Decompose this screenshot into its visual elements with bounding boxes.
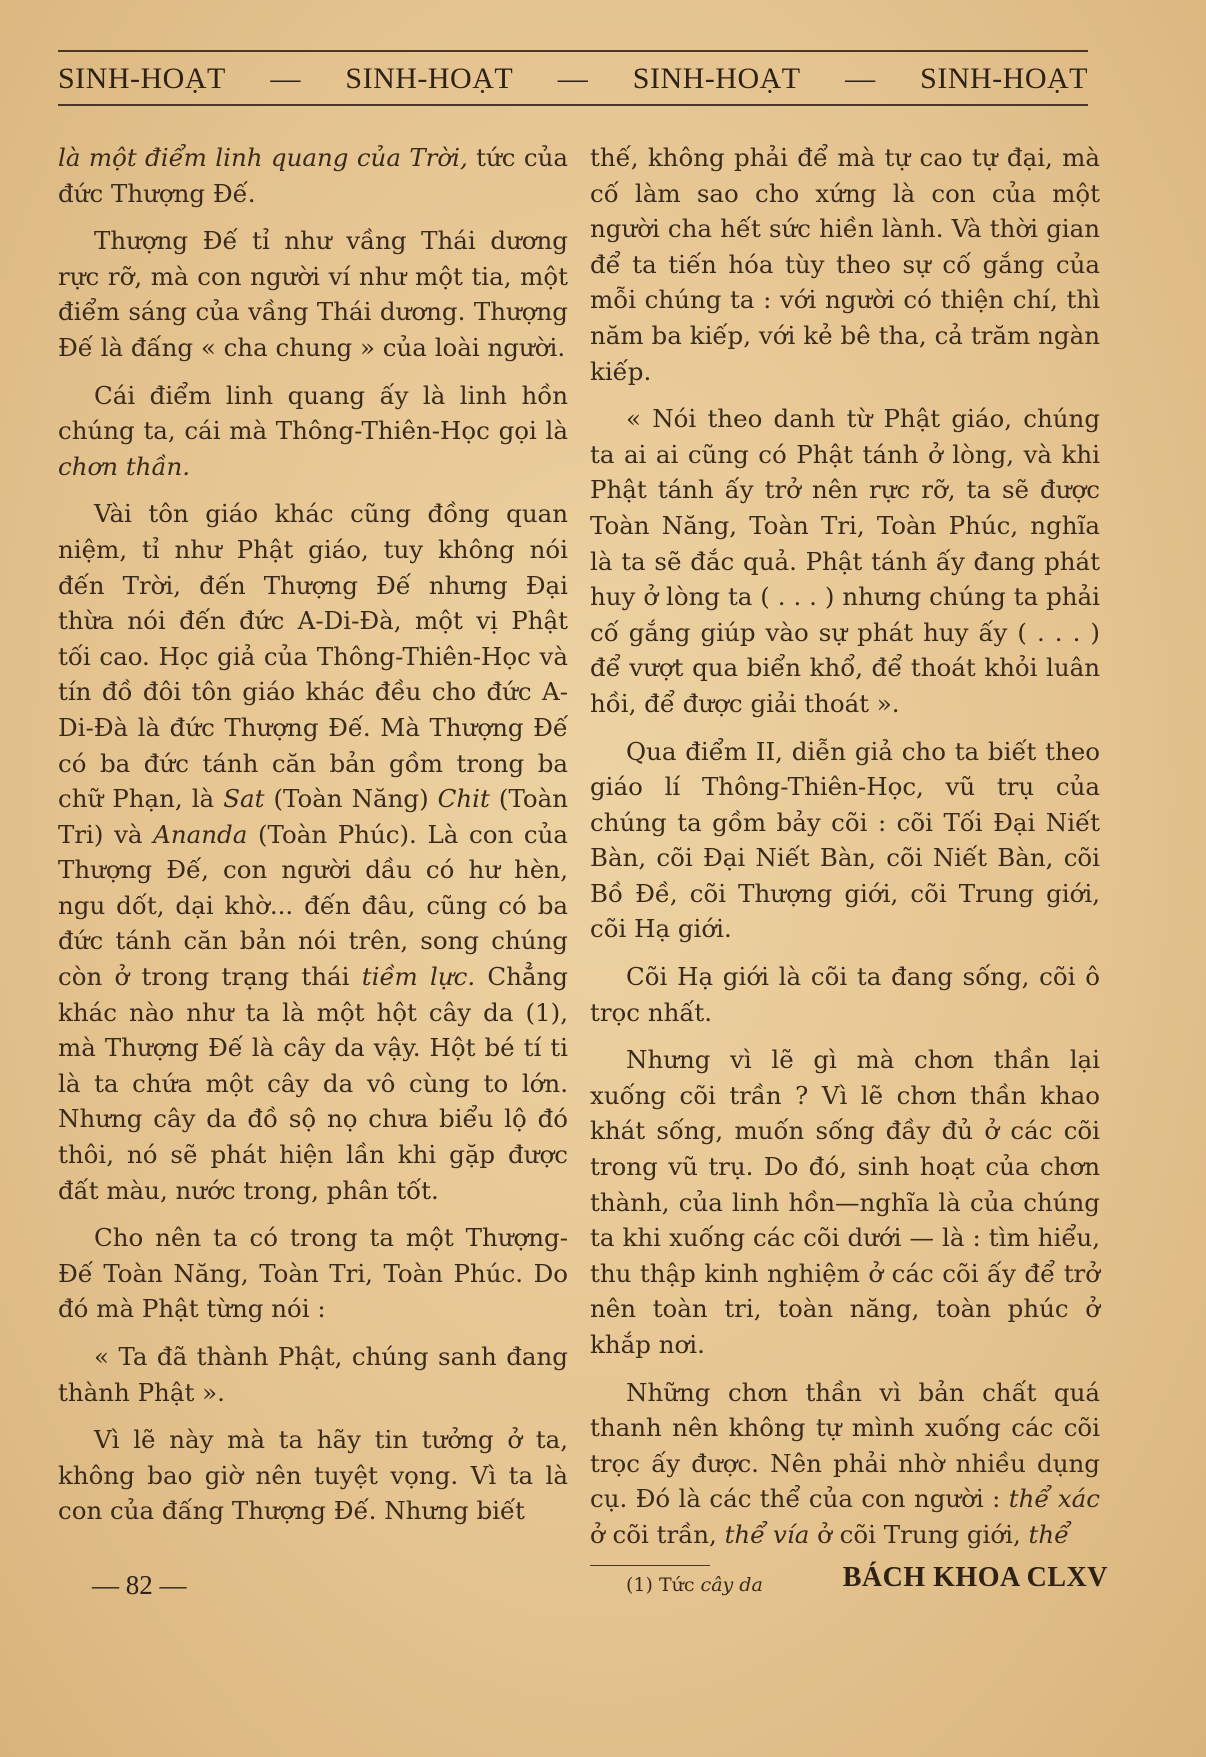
italic-term: thể vía [724,1519,810,1549]
footnote-rule [590,1565,710,1566]
header-dash: — [270,62,301,95]
text: Cái điểm linh quang ấy là linh hồn chúng ta, cái mà Thông-Thiên-Học gọi là [58,380,568,446]
italic-term: tiềm lực. [361,962,476,992]
header-label: SINH-HOẠT [920,62,1088,95]
paragraph: Thượng Đế tỉ như vầng Thái dương rực rỡ, mà con người ví như một tia, một điểm sáng của vầng Thái dương. Thượng Đế là đấng « cha chung » của loài người. [58,226,568,362]
text: Những chơn thần vì bản chất quá thanh nên không tự mình xuống các cõi trọc ấy được. Nên phải nhờ nhiều dụng cụ. Đó là các thể của con người : [590,1377,1100,1514]
italic-term: Chit [437,784,490,814]
paragraph-quote: « Nói theo danh từ Phật giáo, chúng ta ai ai cũng có Phật tánh ở lòng, và khi Phật tánh ấy trở nên rực rỡ, ta sẽ được Toàn Năng, Toàn Tri, Toàn Phúc, nghĩa là ta sẽ đắc quả. Phật tánh ấy đang phát huy ở lòng ta ( . . . ) nhưng chúng ta phải cố gắng giúp vào sự phát huy ấy ( . . . ) để vượt qua biển khổ, để thoát khỏi luân hồi, để được giải thoát ». [590,404,1100,718]
paragraph [590,1375,1100,1553]
header-rule-bottom [58,104,1088,106]
running-header [58,58,1088,100]
left-column [58,140,568,1541]
text: tức của đức Thượng Đế. [58,143,568,208]
paragraph: Nhưng vì lẽ gì mà chơn thần lại xuống cõi trần ? Vì lẽ chơn thần khao khát sống, muốn sống đầy đủ ở các cõi trong vũ trụ. Do đó, sinh hoạt của chơn thành, của linh hồn—nghĩa là của chúng ta khi xuống các cõi dưới — là : tìm hiểu, thu thập kinh nghiệm ở các cõi ấy để trở nên toàn tri, toàn năng, toàn phúc ở khắp nơi. [590,1045,1100,1359]
italic-phrase: là một điểm linh quang của Trời, [58,143,468,172]
text: ở cõi trần, [590,1519,725,1549]
text: (Toàn Năng) [264,784,438,814]
text: ở cõi Trung giới, [809,1519,1029,1549]
header-label: SINH-HOẠT [345,62,514,95]
text: (Toàn Tri) và [58,784,569,849]
page-number: — 82 — [92,1570,187,1600]
header-label: SINH-HOẠT [632,62,801,95]
italic-term: thể [1028,1519,1070,1549]
text: (1) Tức [626,1573,701,1596]
paragraph: Vì lẽ này mà ta hãy tin tưởng ở ta, không bao giờ nên tuyệt vọng. Vì ta là con của đấng Thượng Đế. Nhưng biết [58,1425,568,1526]
text: Chẳng khác nào như ta là một hột cây da (1), mà Thượng Đế là cây da vậy. Hột bé tí ti là ta chứa một cây da vô cùng to lớn. Nhưng cây da đồ sộ nọ chưa biểu lộ đó thôi, nó sẽ phát hiện lần khi gặp được đất màu, nước trong, phân tốt. [58,962,568,1205]
paragraph [58,378,568,485]
italic-term: chơn thần. [58,451,191,481]
paragraph-quote: « Ta đã thành Phật, chúng sanh đang thành Phật ». [58,1342,568,1407]
text: (Toàn Phúc). Là con của Thượng Đế, con người dầu có hư hèn, ngu dốt, dại khờ... đến đâu, cũng có ba đức tánh căn bản nói trên, song chúng còn ở trong trạng thái [58,819,568,992]
paragraph: Qua điểm II, diễn giả cho ta biết theo giáo lí Thông-Thiên-Học, vũ trụ của chúng ta gồm bảy cõi : cõi Tối Đại Niết Bàn, cõi Đại Niết Bàn, cõi Niết Bàn, cõi Bồ Đề, cõi Thượng giới, cõi Trung giới, cõi Hạ giới. [590,736,1100,944]
text: Vài tôn giáo khác cũng đồng quan niệm, tỉ như Phật giáo, tuy không nói đến Trời, đến Thượng Đế nhưng Đại thừa nói đến đức A-Di-Đà, một vị Phật tối cao. Học giả của Thông-Thiên-Học và tín đồ đôi tôn giáo khác đều cho đức A-Di-Đà là đức Thượng Đế. Mà Thượng Đế có ba đức tánh căn bản gồm trong ba chữ Phạn, là [58,499,568,814]
italic-term: Ananda [153,819,248,849]
right-column [590,140,1100,1610]
header-label: SINH-HOẠT [58,62,226,95]
paragraph: Cho nên ta có trong ta một Thượng-Đế Toàn Năng, Toàn Tri, Toàn Phúc. Do đó mà Phật từng nói : [58,1223,568,1324]
italic-term: cây da [700,1573,763,1596]
paragraph [58,140,568,211]
header-dash: — [845,62,876,95]
magazine-issue: BÁCH KHOA CLXV [842,1562,1108,1593]
italic-term: Sat [223,784,265,814]
header-dash: — [557,62,589,95]
paragraph [58,496,568,1208]
paragraph: thế, không phải để mà tự cao tự đại, mà cố làm sao cho xứng là con của một người cha hết sức hiền lành. Và thời gian để ta tiến hóa tùy theo sự cố gắng của mỗi chúng ta : với người có thiện chí, thì năm ba kiếp, với kẻ bê tha, cả trăm ngàn kiếp. [590,143,1100,386]
header-rule-top [58,50,1088,52]
italic-term: thể xác [1008,1484,1100,1514]
paragraph: Cõi Hạ giới là cõi ta đang sống, cõi ô trọc nhất. [590,962,1100,1027]
